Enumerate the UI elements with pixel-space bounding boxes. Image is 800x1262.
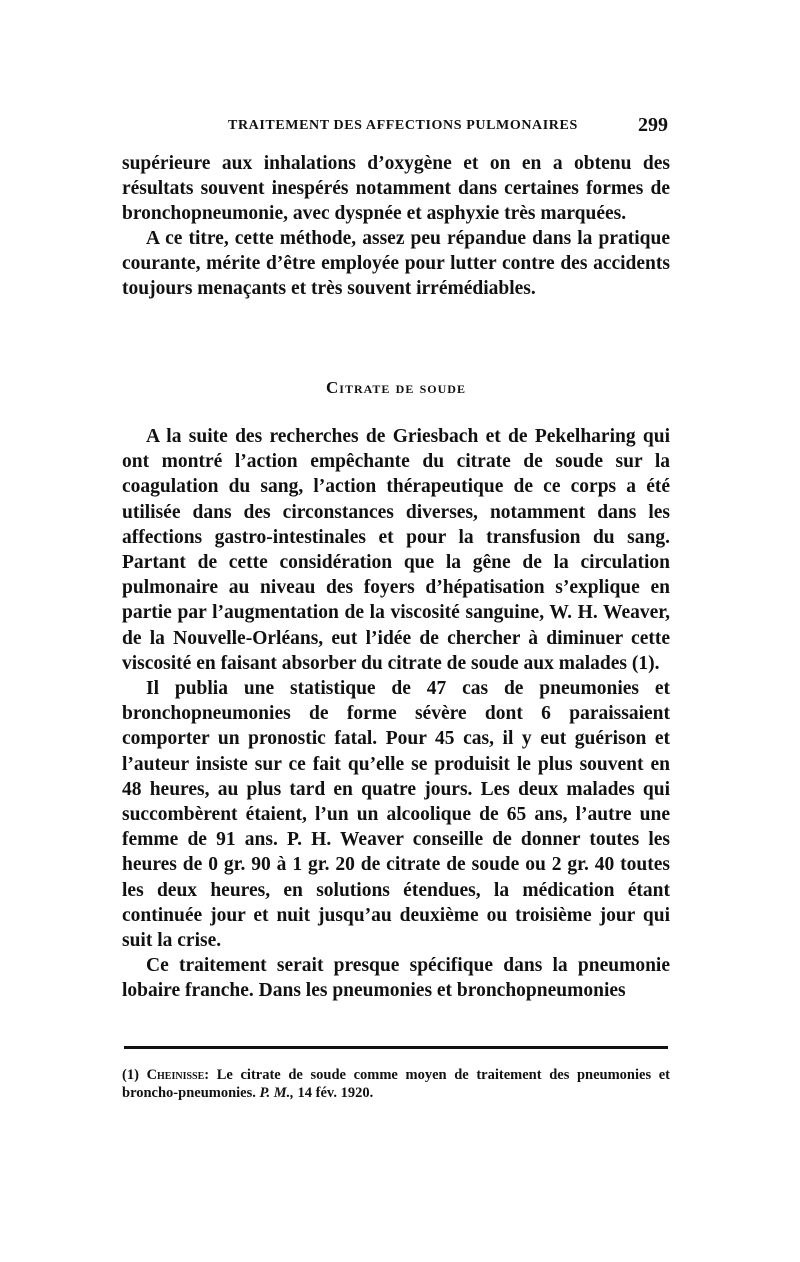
paragraph-continued: supérieure aux inhalations d’oxygène et on en a obtenu des résultats souvent inespérés notamment dans certaines formes de bronchopneumonie, avec dyspnée et asphyxie très marquées. <box>122 153 670 225</box>
page-number: 299 <box>638 114 668 136</box>
footnote-marker: (1) <box>122 1067 139 1083</box>
paragraph: Il publia une statistique de 47 cas de pneumonies et bronchopneumonies de forme sévère dont 6 paraissaient comporter un pronostic fatal. Pour 45 cas, il y eut guérison et l’auteur insiste sur ce fait qu’elle se produisit le plus souvent en 48 heures, au plus tard en quatre jours. Les deux malades qui succombèrent étaient, l’un un alcoolique de 65 ans, l’autre une femme de 91 ans. P. H. Weaver conseille de donner toutes les heures de 0 gr. 90 à 1 gr. 20 de citrate de soude ou 2 gr. 40 toutes les deux heures, en solutions étendues, la médication étant continuée jour et nuit jusqu’au deuxième ou troisième jour qui suit la crise. <box>122 678 670 952</box>
running-head <box>120 116 672 140</box>
paragraph: Ce traitement serait presque spécifique dans la pneumonie lobaire franche. Dans les pneumonies et bronchopneumonies <box>122 955 670 1002</box>
paragraph: A ce titre, cette méthode, assez peu répandue dans la pratique courante, mérite d’être employée pour lutter contre des accidents toujours menaçants et très souvent irrémédiables. <box>122 228 670 300</box>
paragraph: A la suite des recherches de Griesbach et de Pekelharing qui ont montré l’action empêchante du citrate de soude sur la coagulation du sang, l’action thérapeutique de ce corps a été utilisée dans des circonstances diverses, notamment dans les affections gastro-intestinales et pour la transfusion du sang. Partant de cette considération que la gêne de la circulation pulmonaire au niveau des foyers d’hépatisation s’explique en partie par l’augmentation de la viscosité sanguine, W. H. Weaver, de la Nouvelle-Orléans, eut l’idée de chercher à diminuer cette viscosité en faisant absorber du citrate de soude aux malades (1). <box>122 426 670 674</box>
footnote-journal: P. M., <box>259 1085 294 1101</box>
section-heading: Citrate de soude <box>326 378 466 397</box>
footnote <box>122 1066 670 1102</box>
footnote-author: Cheinisse: <box>146 1067 210 1083</box>
footnote-text: Le citrate de soude comme moyen de traitement des pneumonies et broncho-pneumonies. <box>122 1067 671 1101</box>
footnote-divider <box>124 1046 668 1049</box>
body-text-top <box>122 151 670 301</box>
running-head-title: TRAITEMENT DES AFFECTIONS PULMONAIRES <box>228 118 578 133</box>
footnote-date: 14 fév. 1920. <box>297 1085 374 1101</box>
body-text-section <box>122 424 670 1004</box>
